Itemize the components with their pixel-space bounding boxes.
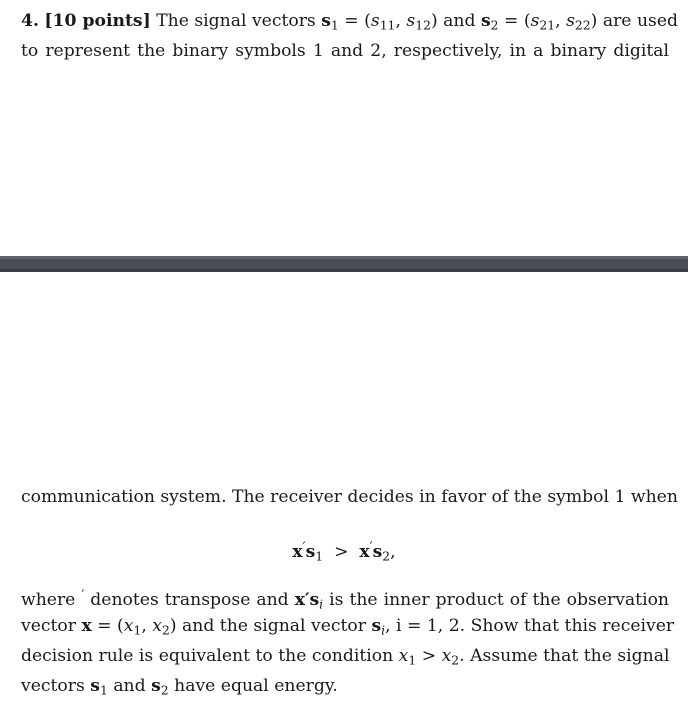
equals-sign: =	[344, 11, 359, 31]
and-text: and	[443, 11, 476, 31]
decision-rule-equation: $x's_1 > x's_2$,	[292, 540, 396, 564]
page-divider	[0, 256, 688, 272]
problem-line-7: vectors $s_1$ and $s_2$ have equal energy.	[21, 676, 338, 698]
s1-symbol: $s_1$	[321, 11, 339, 33]
problem-line-5: vector $x = (x_1$, $x_2$) and the signal vector $s_i$, i = 1, 2. Show that this receiver	[21, 616, 675, 638]
s2-components: ($s_{21}$, $s_{22}$)	[523, 11, 598, 33]
s2-symbol: $s_2$	[480, 11, 499, 33]
problem-line-3: communication system. The receiver decides in favor of the symbol 1 when	[21, 487, 678, 507]
equals-sign-2: =	[503, 11, 519, 31]
intro-text: The signal vectors	[156, 11, 316, 31]
are-used-text: are used	[602, 11, 679, 31]
s1-components: ($s_{11}$, $s_{12}$)	[364, 11, 438, 33]
problem-line-6: decision rule is equivalent to the condition $x_1 > x_2$. Assume that the signal	[21, 646, 670, 668]
problem-number: 4.	[21, 11, 39, 31]
problem-points: [10 points]	[44, 11, 151, 31]
problem-line-4: where ′ denotes transpose and $x's_i$ is the inner product of the observation	[21, 588, 669, 612]
problem-line-2: to represent the binary symbols 1 and 2, respectively, in a binary digital	[21, 41, 669, 61]
